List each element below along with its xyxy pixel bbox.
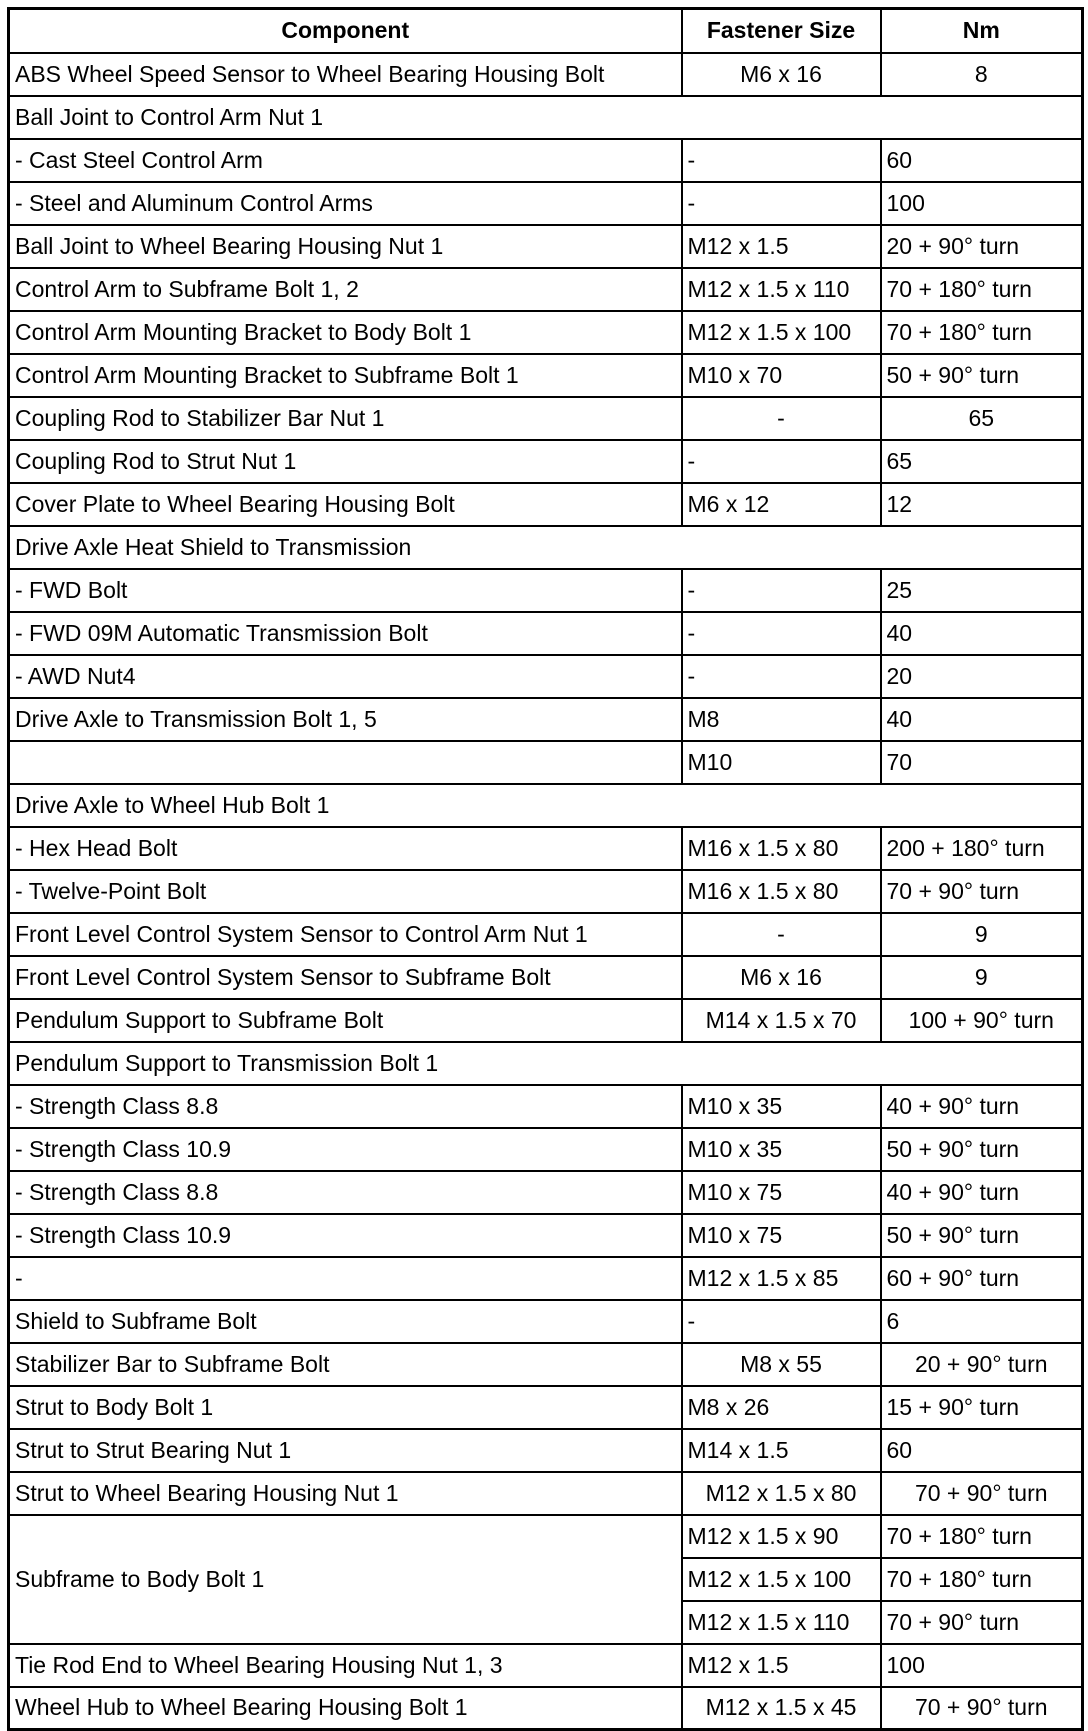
component-cell: - FWD Bolt: [9, 569, 682, 612]
table-row: [9, 354, 1083, 397]
torque-cell: 60: [881, 139, 1083, 182]
component-cell: Cover Plate to Wheel Bearing Housing Bolt: [9, 483, 682, 526]
component-cell: Stabilizer Bar to Subframe Bolt: [9, 1343, 682, 1386]
fastener-size-cell: M10: [682, 741, 881, 784]
table-row: [9, 1085, 1083, 1128]
fastener-size-cell: M6 x 12: [682, 483, 881, 526]
component-group-cell: Drive Axle to Wheel Hub Bolt 1: [9, 784, 1083, 827]
fastener-size-cell: M14 x 1.5 x 70: [682, 999, 881, 1042]
torque-cell: 8: [881, 53, 1083, 96]
table-row: [9, 1042, 1083, 1085]
torque-cell: 12: [881, 483, 1083, 526]
torque-cell: 65: [881, 397, 1083, 440]
component-cell: - AWD Nut4: [9, 655, 682, 698]
torque-cell: 65: [881, 440, 1083, 483]
fastener-size-cell: -: [682, 397, 881, 440]
table-row: [9, 1644, 1083, 1687]
fastener-size-cell: M8 x 55: [682, 1343, 881, 1386]
header-row: [9, 9, 1083, 53]
torque-cell: 6: [881, 1300, 1083, 1343]
component-cell: - Strength Class 8.8: [9, 1171, 682, 1214]
fastener-size-cell: M12 x 1.5 x 90: [682, 1515, 881, 1558]
fastener-size-cell: M12 x 1.5 x 45: [682, 1687, 881, 1730]
torque-cell: 15 + 90° turn: [881, 1386, 1083, 1429]
table-row: [9, 698, 1083, 741]
component-cell: Control Arm Mounting Bracket to Body Bolt 1: [9, 311, 682, 354]
torque-cell: 20: [881, 655, 1083, 698]
component-cell: - Strength Class 10.9: [9, 1214, 682, 1257]
fastener-size-cell: -: [682, 913, 881, 956]
torque-cell: 50 + 90° turn: [881, 354, 1083, 397]
torque-spec-table: [7, 7, 1084, 1731]
fastener-size-cell: -: [682, 569, 881, 612]
fastener-size-cell: M6 x 16: [682, 956, 881, 999]
torque-cell: 40: [881, 698, 1083, 741]
component-cell: Front Level Control System Sensor to Control Arm Nut 1: [9, 913, 682, 956]
torque-cell: 70 + 180° turn: [881, 268, 1083, 311]
fastener-size-cell: -: [682, 655, 881, 698]
table-row: [9, 784, 1083, 827]
fastener-size-cell: M10 x 75: [682, 1171, 881, 1214]
table-row: [9, 999, 1083, 1042]
torque-cell: 70 + 180° turn: [881, 1558, 1083, 1601]
component-cell: Control Arm Mounting Bracket to Subframe Bolt 1: [9, 354, 682, 397]
header-component: Component: [9, 9, 682, 53]
torque-cell: 25: [881, 569, 1083, 612]
table-row: [9, 1171, 1083, 1214]
fastener-size-cell: M12 x 1.5 x 80: [682, 1472, 881, 1515]
fastener-size-cell: M10 x 75: [682, 1214, 881, 1257]
table-row: [9, 1214, 1083, 1257]
table-row: [9, 1300, 1083, 1343]
fastener-size-cell: M12 x 1.5 x 100: [682, 1558, 881, 1601]
torque-cell: 9: [881, 913, 1083, 956]
torque-cell: 40: [881, 612, 1083, 655]
table-row: [9, 483, 1083, 526]
fastener-size-cell: M12 x 1.5 x 110: [682, 268, 881, 311]
torque-cell: 100: [881, 182, 1083, 225]
torque-cell: 100 + 90° turn: [881, 999, 1083, 1042]
torque-cell: 50 + 90° turn: [881, 1214, 1083, 1257]
component-cell: - Hex Head Bolt: [9, 827, 682, 870]
table-row: [9, 139, 1083, 182]
component-cell: Wheel Hub to Wheel Bearing Housing Bolt 1: [9, 1687, 682, 1730]
torque-cell: 70 + 180° turn: [881, 1515, 1083, 1558]
fastener-size-cell: M8 x 26: [682, 1386, 881, 1429]
torque-cell: 70 + 90° turn: [881, 870, 1083, 913]
component-cell: Pendulum Support to Subframe Bolt: [9, 999, 682, 1042]
table-row: [9, 440, 1083, 483]
fastener-size-cell: -: [682, 182, 881, 225]
fastener-size-cell: M12 x 1.5 x 85: [682, 1257, 881, 1300]
fastener-size-cell: M16 x 1.5 x 80: [682, 827, 881, 870]
component-cell: Control Arm to Subframe Bolt 1, 2: [9, 268, 682, 311]
component-cell: Ball Joint to Wheel Bearing Housing Nut 1: [9, 225, 682, 268]
torque-cell: 70 + 90° turn: [881, 1472, 1083, 1515]
component-cell: - Twelve-Point Bolt: [9, 870, 682, 913]
fastener-size-cell: -: [682, 440, 881, 483]
torque-cell: 40 + 90° turn: [881, 1085, 1083, 1128]
fastener-size-cell: M8: [682, 698, 881, 741]
component-cell: -: [9, 1257, 682, 1300]
component-cell: - Strength Class 8.8: [9, 1085, 682, 1128]
torque-cell: 20 + 90° turn: [881, 225, 1083, 268]
torque-cell: 60 + 90° turn: [881, 1257, 1083, 1300]
table-row: [9, 1386, 1083, 1429]
torque-cell: 20 + 90° turn: [881, 1343, 1083, 1386]
table-row: [9, 1429, 1083, 1472]
table-row: [9, 1472, 1083, 1515]
component-group-cell: Pendulum Support to Transmission Bolt 1: [9, 1042, 1083, 1085]
table-row: [9, 311, 1083, 354]
torque-cell: 70 + 180° turn: [881, 311, 1083, 354]
fastener-size-cell: -: [682, 612, 881, 655]
torque-cell: 40 + 90° turn: [881, 1171, 1083, 1214]
component-cell: ABS Wheel Speed Sensor to Wheel Bearing Housing Bolt: [9, 53, 682, 96]
table-row: [9, 956, 1083, 999]
fastener-size-cell: M12 x 1.5: [682, 225, 881, 268]
torque-cell: 9: [881, 956, 1083, 999]
table-row: [9, 1128, 1083, 1171]
component-cell: Coupling Rod to Strut Nut 1: [9, 440, 682, 483]
table-row: [9, 569, 1083, 612]
component-cell: - Cast Steel Control Arm: [9, 139, 682, 182]
header-fastener-size: Fastener Size: [682, 9, 881, 53]
fastener-size-cell: M12 x 1.5: [682, 1644, 881, 1687]
table-row: [9, 526, 1083, 569]
table-row: [9, 268, 1083, 311]
header-nm: Nm: [881, 9, 1083, 53]
table-row: [9, 1687, 1083, 1730]
fastener-size-cell: M16 x 1.5 x 80: [682, 870, 881, 913]
component-group-cell: Ball Joint to Control Arm Nut 1: [9, 96, 1083, 139]
fastener-size-cell: M10 x 70: [682, 354, 881, 397]
component-cell: - Steel and Aluminum Control Arms: [9, 182, 682, 225]
component-cell: Tie Rod End to Wheel Bearing Housing Nut 1, 3: [9, 1644, 682, 1687]
component-cell: - Strength Class 10.9: [9, 1128, 682, 1171]
table-row: [9, 870, 1083, 913]
fastener-size-cell: M12 x 1.5 x 110: [682, 1601, 881, 1644]
table-row: [9, 612, 1083, 655]
component-cell: Coupling Rod to Stabilizer Bar Nut 1: [9, 397, 682, 440]
fastener-size-cell: M12 x 1.5 x 100: [682, 311, 881, 354]
component-cell: [9, 741, 682, 784]
component-cell: Strut to Strut Bearing Nut 1: [9, 1429, 682, 1472]
torque-cell: 70 + 90° turn: [881, 1601, 1083, 1644]
torque-cell: 70: [881, 741, 1083, 784]
table-row: [9, 182, 1083, 225]
table-row: [9, 827, 1083, 870]
torque-cell: 200 + 180° turn: [881, 827, 1083, 870]
fastener-size-cell: M6 x 16: [682, 53, 881, 96]
table-row: [9, 655, 1083, 698]
fastener-size-cell: -: [682, 139, 881, 182]
torque-cell: 70 + 90° turn: [881, 1687, 1083, 1730]
fastener-size-cell: M14 x 1.5: [682, 1429, 881, 1472]
component-cell: Strut to Body Bolt 1: [9, 1386, 682, 1429]
table-row: [9, 53, 1083, 96]
component-cell: Strut to Wheel Bearing Housing Nut 1: [9, 1472, 682, 1515]
table-row: [9, 96, 1083, 139]
torque-cell: 50 + 90° turn: [881, 1128, 1083, 1171]
component-cell: - FWD 09M Automatic Transmission Bolt: [9, 612, 682, 655]
table-row: [9, 397, 1083, 440]
component-cell: Front Level Control System Sensor to Subframe Bolt: [9, 956, 682, 999]
torque-cell: 100: [881, 1644, 1083, 1687]
fastener-size-cell: M10 x 35: [682, 1085, 881, 1128]
torque-cell: 60: [881, 1429, 1083, 1472]
table-row: [9, 1257, 1083, 1300]
table-row: [9, 913, 1083, 956]
component-cell: Subframe to Body Bolt 1: [9, 1515, 682, 1644]
fastener-size-cell: M10 x 35: [682, 1128, 881, 1171]
component-group-cell: Drive Axle Heat Shield to Transmission: [9, 526, 1083, 569]
component-cell: Drive Axle to Transmission Bolt 1, 5: [9, 698, 682, 741]
component-cell: Shield to Subframe Bolt: [9, 1300, 682, 1343]
table-row: [9, 741, 1083, 784]
fastener-size-cell: -: [682, 1300, 881, 1343]
table-row: [9, 1343, 1083, 1386]
table-row: [9, 225, 1083, 268]
table-row: [9, 1515, 1083, 1558]
